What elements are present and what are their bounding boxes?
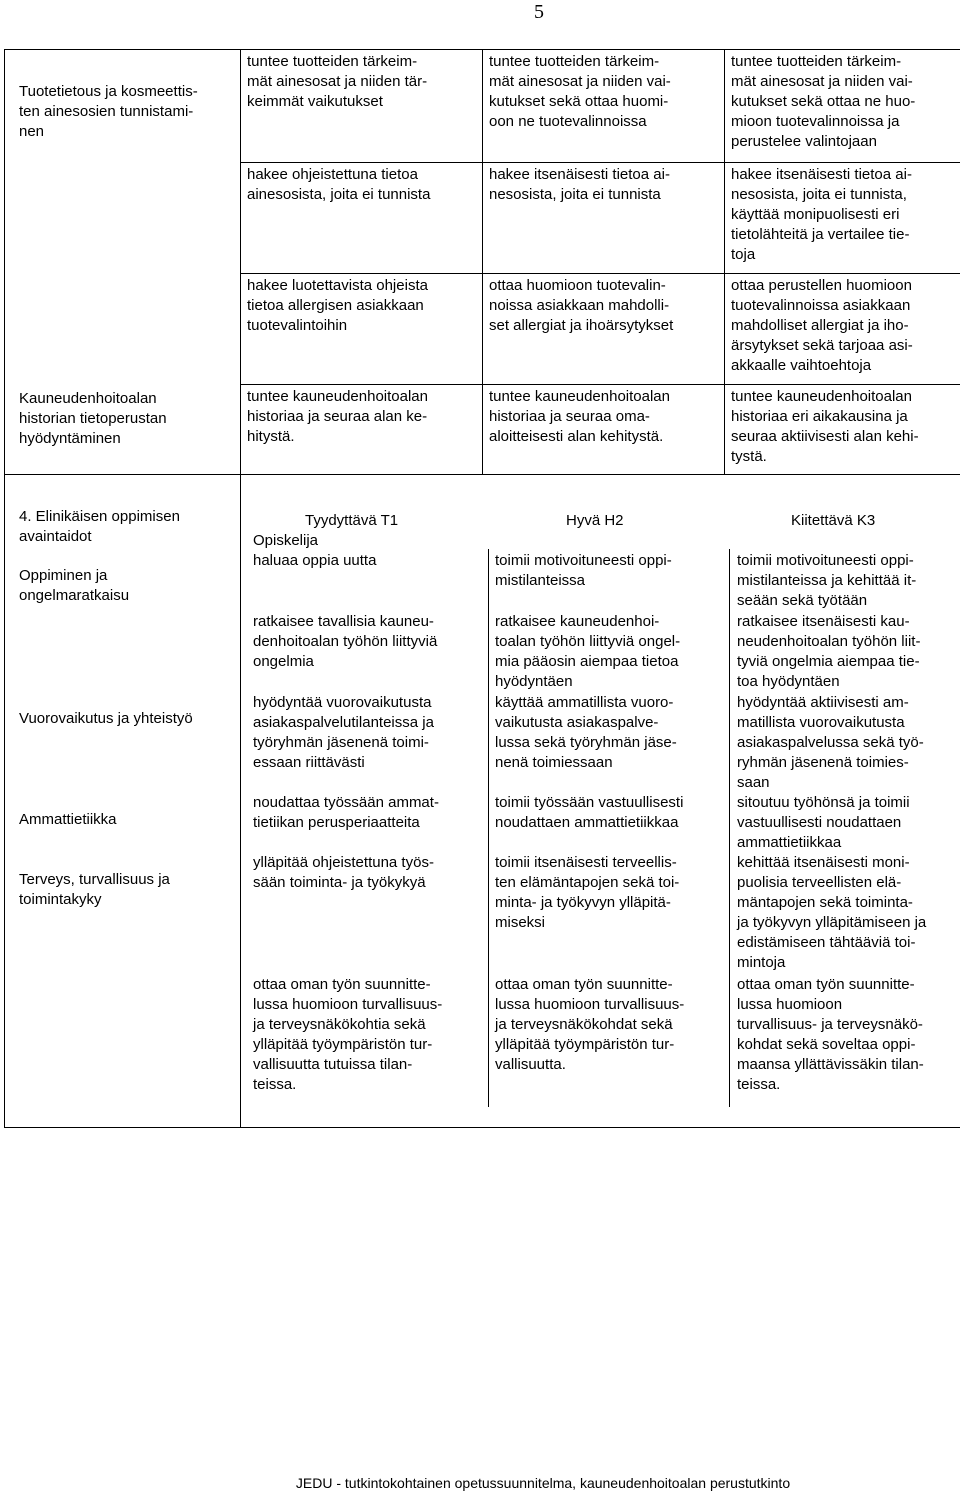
h2-cell: tuntee tuotteiden tärkeim- mät ainesosat ja niiden vai- kutukset sekä ottaa huomi- oon ne tuotevalinnoissa bbox=[483, 50, 725, 163]
assessment-table bbox=[4, 49, 960, 1128]
criteria-cell bbox=[5, 475, 241, 1128]
criterion-label: Ammattietiikka bbox=[19, 810, 117, 830]
h2-cell: tuntee kauneudenhoitoalan historiaa ja seuraa oma- aloitteisesti alan kehitystä. bbox=[483, 385, 725, 475]
t1-text: ratkaisee tavallisia kauneu- denhoitoalan työhön liittyviä ongelmia bbox=[253, 612, 437, 672]
k3-text: sitoutuu työhönsä ja toimii vastuullisesti noudattaen ammattietiikkaa bbox=[737, 793, 910, 853]
section-title: 4. Elinikäisen oppimisen avaintaidot bbox=[19, 507, 180, 547]
criteria-cell bbox=[5, 50, 241, 475]
level-header-h2: Hyvä H2 bbox=[566, 511, 624, 531]
column-divider bbox=[729, 549, 730, 1107]
k3-cell: hakee itsenäisesti tietoa ai- nesosista, joita ei tunnista, käyttää monipuolisesti eri tietolähteitä ja vertailee tie- toja bbox=[725, 163, 960, 274]
criterion-label: Tuotetietous ja kosmeettis- ten ainesosien tunnistami- nen bbox=[19, 82, 198, 142]
t1-cell: tuntee tuotteiden tärkeim- mät ainesosat ja niiden tär- keimmät vaikutukset bbox=[241, 50, 483, 163]
criterion-label: Vuorovaikutus ja yhteistyö bbox=[19, 709, 193, 729]
page-footer: JEDU - tutkintokohtainen opetussuunnitelma, kauneudenhoitoalan perustutkinto bbox=[0, 1473, 960, 1493]
t1-text: ylläpitää ohjeistettuna työs- sään toiminta- ja työkykyä bbox=[253, 853, 434, 893]
level-header-k3: Kiitettävä K3 bbox=[791, 511, 875, 531]
k3-cell: tuntee tuotteiden tärkeim- mät ainesosat ja niiden vai- kutukset sekä ottaa ne huo- mioon tuotevalinnoissa ja perustelee valintojaan bbox=[725, 50, 960, 163]
t1-cell: hakee ohjeistettuna tietoa ainesosista, joita ei tunnista bbox=[241, 163, 483, 274]
k3-cell: tuntee kauneudenhoitoalan historiaa eri aikakausina ja seuraa aktiivisesti alan kehi- tystä. bbox=[725, 385, 960, 475]
h2-text: käyttää ammatillista vuoro- vaikutusta asiakaspalve- lussa sekä työryhmän jäse- nenä toimiessaan bbox=[495, 693, 677, 773]
h2-text: toimii työssään vastuullisesti noudattaen ammattietiikkaa bbox=[495, 793, 683, 833]
column-divider bbox=[488, 549, 489, 1107]
k3-text: ratkaisee itsenäisesti kau- neudenhoitoalan työhön liit- tyviä ongelmia aiempaa tie- toa hyödyntäen bbox=[737, 612, 920, 692]
h2-text: ottaa oman työn suunnitte- lussa huomioon turvallisuus- ja terveysnäkökohdat sekä ylläpitää työympäristön tur- vallisuutta. bbox=[495, 975, 684, 1075]
h2-cell: ottaa huomioon tuotevalin- noissa asiakkaan mahdolli- set allergiat ja ihoärsytykset bbox=[483, 274, 725, 385]
h2-text: toimii itsenäisesti terveellis- ten elämäntapojen sekä toi- minta- ja työkyvyn ylläpitä- miseksi bbox=[495, 853, 679, 933]
k3-text: hyödyntää aktiivisesti am- matillista vuorovaikutusta asiakaspalvelussa sekä työ- ryhmän jäsenenä toimies- saan bbox=[737, 693, 924, 793]
t1-cell: hakee luotettavista ohjeista tietoa allergisen asiakkaan tuotevalintoihin bbox=[241, 274, 483, 385]
levels-block bbox=[241, 475, 960, 1128]
criterion-label: Oppiminen ja ongelmaratkaisu bbox=[19, 566, 129, 606]
k3-cell: ottaa perustellen huomioon tuotevalinnoissa asiakkaan mahdolliset allergiat ja iho- ärsytykset sekä tarjoaa asi- akkaalle vaihtoehtoja bbox=[725, 274, 960, 385]
k3-text: ottaa oman työn suunnitte- lussa huomioon turvallisuus- ja terveysnäkö- kohdat sekä soveltaa oppi- maansa yllättävissäkin tilan- teissa. bbox=[737, 975, 924, 1095]
t1-text: hyödyntää vuorovaikutusta asiakaspalvelutilanteissa ja työryhmän jäsenenä toimi- essaan riittävästi bbox=[253, 693, 434, 773]
k3-text: kehittää itsenäisesti moni- puolisia terveellisten elä- mäntapojen sekä toiminta- ja työkyvyn ylläpitämiseen ja edistämiseen tähtääviä toi- mintoja bbox=[737, 853, 926, 973]
table-row bbox=[5, 475, 960, 1128]
table-row bbox=[5, 50, 960, 163]
k3-text: toimii motivoituneesti oppi- mistilanteissa ja kehittää it- seään sekä työtään bbox=[737, 551, 916, 611]
t1-text: haluaa oppia uutta bbox=[253, 551, 376, 571]
criterion-label: Kauneudenhoitoalan historian tietoperustan hyödyntäminen bbox=[19, 389, 167, 449]
criterion-label: Terveys, turvallisuus ja toimintakyky bbox=[19, 870, 170, 910]
t1-text: noudattaa työssään ammat- tietiikan perusperiaatteita bbox=[253, 793, 439, 833]
t1-cell: tuntee kauneudenhoitoalan historiaa ja seuraa alan ke- hitystä. bbox=[241, 385, 483, 475]
subject-label: Opiskelija bbox=[253, 531, 318, 551]
h2-text: ratkaisee kauneudenhoi- toalan työhön liittyviä ongel- mia pääosin aiempaa tietoa hyödyntäen bbox=[495, 612, 680, 692]
level-header-t1: Tyydyttävä T1 bbox=[305, 511, 398, 531]
t1-text: ottaa oman työn suunnitte- lussa huomioon turvallisuus- ja terveysnäkökohtia sekä ylläpitää työympäristön tur- vallisuutta tutuissa tilan- teissa. bbox=[253, 975, 442, 1095]
page-number: 5 bbox=[534, 2, 544, 22]
h2-text: toimii motivoituneesti oppi- mistilanteissa bbox=[495, 551, 672, 591]
h2-cell: hakee itsenäisesti tietoa ai- nesosista, joita ei tunnista bbox=[483, 163, 725, 274]
